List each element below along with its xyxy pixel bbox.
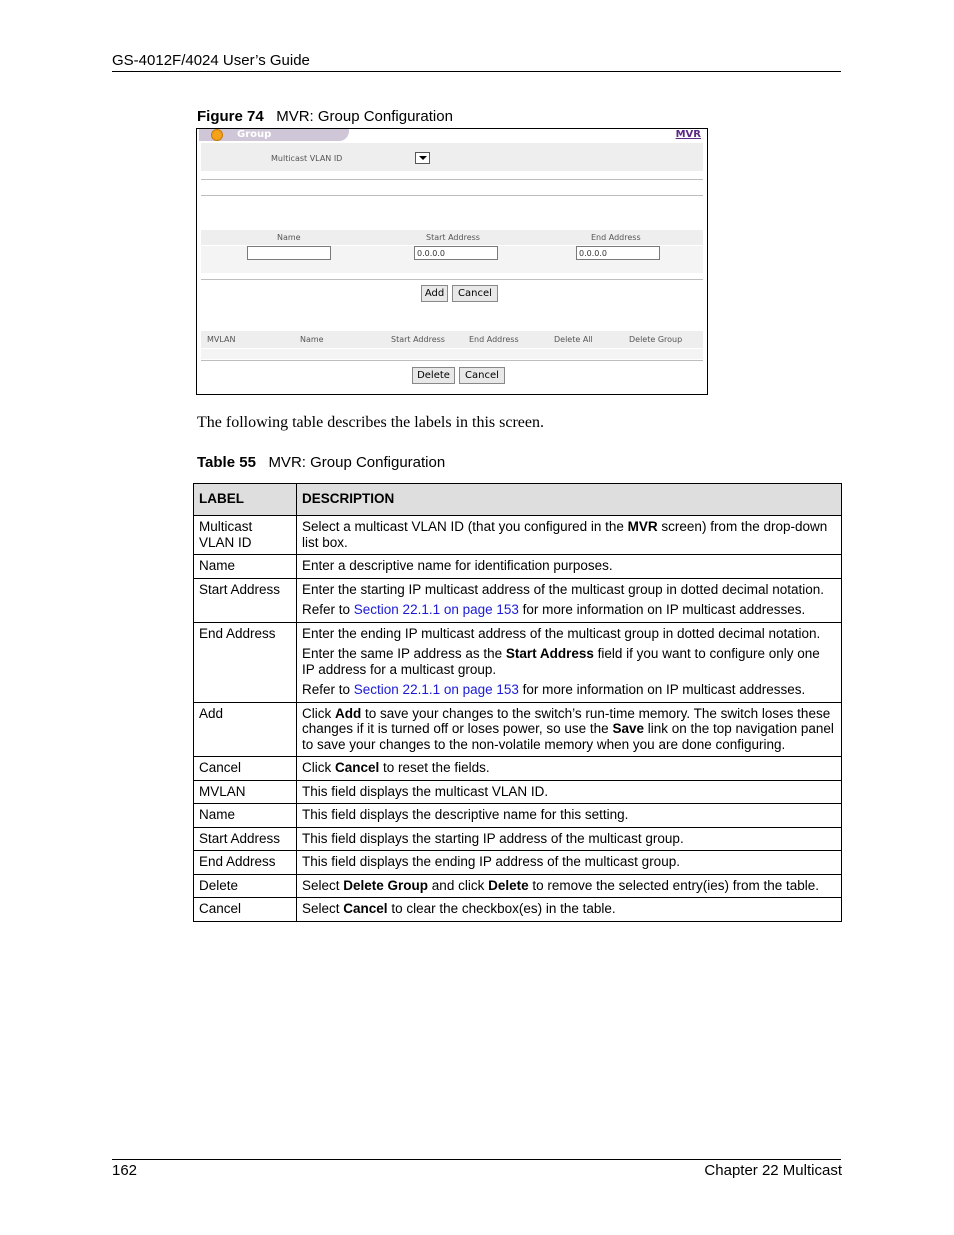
table-row [194,555,842,579]
row-description: Enter the ending IP multicast address of the multicast group in dotted decimal notation. Enter the same IP address as the Start Address field if you want to configure only one IP address for a multicast group. Refer to Section 22.1.1 on page 153 for more information on IP multicast addresses. [297,622,842,702]
row-label: Name [194,555,297,579]
section-link[interactable]: Section 22.1.1 on page 153 [353,682,519,697]
list-header-mvlan: MVLAN [207,335,236,344]
row-label: Start Address [194,827,297,851]
table-row [194,827,842,851]
row-label: MVLAN [194,780,297,804]
figure-title: MVR: Group Configuration [276,108,453,125]
row-description: This field displays the descriptive name for this setting. [297,804,842,828]
divider [201,195,703,196]
running-header: GS-4012F/4024 User’s Guide [112,52,310,69]
table-row [194,578,842,622]
footer-rule [112,1159,841,1160]
row-label: Start Address [194,578,297,622]
header-description: DESCRIPTION [297,484,842,516]
row-description: Enter a descriptive name for identification purposes. [297,555,842,579]
group-entry-header [201,230,703,245]
tab-title: Group [237,129,272,140]
table-row [194,516,842,555]
end-address-input[interactable]: 0.0.0.0 [576,246,660,260]
divider [201,360,703,361]
delete-button[interactable]: Delete [412,367,455,384]
group-list-header [201,331,703,348]
row-label: End Address [194,851,297,875]
col-name-label: Name [277,233,301,242]
table-row [194,874,842,898]
tab-group-configuration [199,129,349,141]
list-header-start: Start Address [391,335,445,344]
vlan-label: Multicast VLAN ID [271,154,343,163]
row-description: Select Cancel to clear the checkbox(es) in the table. [297,898,842,922]
chapter-title: Chapter 22 Multicast [704,1162,842,1179]
row-description: This field displays the multicast VLAN ID. [297,780,842,804]
row-label: Name [194,804,297,828]
list-header-name: Name [300,335,324,344]
table-row [194,622,842,702]
page-number: 162 [112,1162,138,1179]
row-description: Select a multicast VLAN ID (that you configured in the MVR screen) from the drop-down list box. [297,516,842,555]
cancel-button[interactable]: Cancel [452,285,498,302]
col-start-label: Start Address [426,233,480,242]
row-label: Multicast VLAN ID [194,516,297,555]
table-row [194,851,842,875]
add-button[interactable]: Add [421,285,448,302]
row-label: Add [194,702,297,757]
row-description: Click Cancel to reset the fields. [297,757,842,781]
tab-circle-icon [211,129,223,141]
row-description: This field displays the ending IP address of the multicast group. [297,851,842,875]
row-label: End Address [194,622,297,702]
col-end-label: End Address [591,233,641,242]
figure-caption [197,108,453,125]
table-header-row [194,484,842,516]
mvr-link[interactable]: MVR [675,129,701,140]
row-label: Delete [194,874,297,898]
name-input[interactable] [247,246,331,260]
table-row [194,757,842,781]
chevron-down-icon [419,156,427,160]
vlan-dropdown[interactable] [415,152,430,164]
divider [201,279,703,280]
divider [201,179,703,180]
table-label: Table 55 [197,454,256,471]
list-header-delete-group: Delete Group [629,335,683,344]
table-row [194,898,842,922]
cancel-list-button[interactable]: Cancel [459,367,505,384]
row-label: Cancel [194,898,297,922]
table-row [194,780,842,804]
tab-bar [197,129,707,141]
row-description: Enter the starting IP multicast address of the multicast group in dotted decimal notation. Refer to Section 22.1.1 on page 153 for more information on IP multicast addresses. [297,578,842,622]
list-header-end: End Address [469,335,519,344]
group-list-body [201,349,703,359]
table-row [194,804,842,828]
label-description-table [193,483,842,922]
section-link[interactable]: Section 22.1.1 on page 153 [353,602,519,617]
figure-label: Figure 74 [197,108,264,125]
table-row [194,702,842,757]
intro-text: The following table describes the labels in this screen. [197,414,545,431]
row-description: This field displays the starting IP address of the multicast group. [297,827,842,851]
header-rule [112,71,841,72]
table-caption [197,454,445,471]
row-description: Click Add to save your changes to the switch’s run-time memory. The switch loses these changes if it is turned off or loses power, so use the Save link on the top navigation panel to save your changes to the non-volatile memory when you are done configuring. [297,702,842,757]
header-label: LABEL [194,484,297,516]
row-label: Cancel [194,757,297,781]
vlan-row [201,143,703,171]
start-address-input[interactable]: 0.0.0.0 [414,246,498,260]
row-description: Select Delete Group and click Delete to remove the selected entry(ies) from the table. [297,874,842,898]
list-header-delete-all: Delete All [554,335,593,344]
group-configuration-screenshot [196,128,708,395]
table-title: MVR: Group Configuration [268,454,446,471]
